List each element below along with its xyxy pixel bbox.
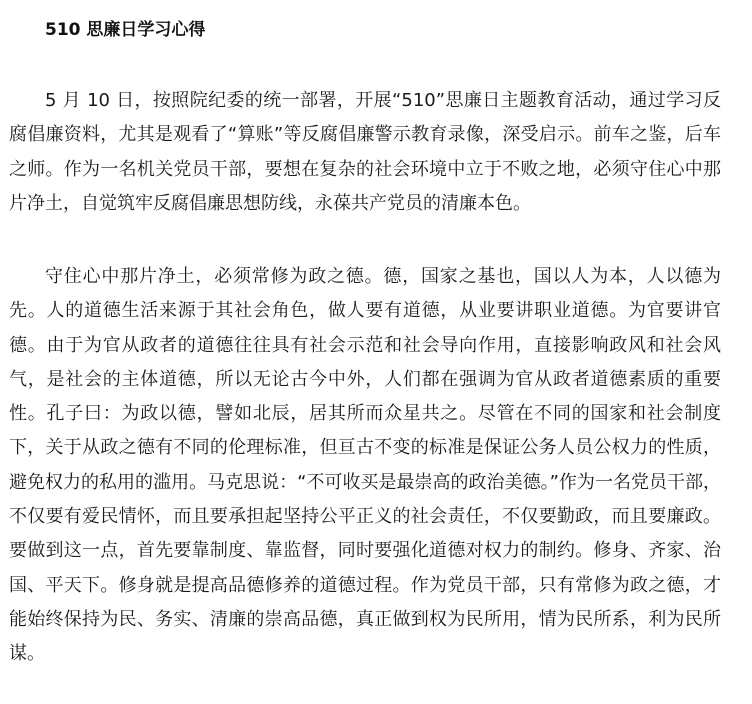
paragraph-intro: 5 月 10 日，按照院纪委的统一部署，开展“510”思廉日主题教育活动，通过学习反腐倡廉资料，尤其是观看了“算账”等反腐倡廉警示教育录像，深受启示。前车之鉴，后车之师。作为一名机关党员干部，要想在复杂的社会环境中立于不败之地，必须守住心中那片净土，自觉筑牢反腐倡廉思想防线，永葆共产党员的清廉本色。 xyxy=(9,90,721,214)
paragraph-political-virtue: 守住心中那片净土，必须常修为政之德。德，国家之基也，国以人为本，人以德为先。人的道德生活来源于其社会角色，做人要有道德，从业要讲职业道德。为官要讲官德。由于为官从政者的道德往往具有社会示范和社会导向作用，直接影响政风和社会风气，是社会的主体道德，所以无论古今中外，人们都在强调为官从政者道德素质的重要性。孔子曰：为政以德，譬如北辰，居其所而众星共之。尽管在不同的国家和社会制度下，关于从政之德有不同的伦理标准，但亘古不变的标准是保证公务人员公权力的性质，避免权力的私用的滥用。马克思说：“不可收买是最崇高的政治美德。”作为一名党员干部，不仅要有爱民情怀，而且要承担起坚持公平正义的社会责任，不仅要勤政，而且要廉政。要做到这一点，首先要靠制度、靠监督，同时要强化道德对权力的制约。修身、齐家、治国、平天下。修身就是提高品德修养的道德过程。作为党员干部，只有常修为政之德，才能始终保持为民、务实、清廉的崇高品德，真正做到权为民所用，情为民所系，利为民所谋。 xyxy=(9,266,721,665)
document-title: 510 思廉日学习心得 xyxy=(45,20,206,40)
